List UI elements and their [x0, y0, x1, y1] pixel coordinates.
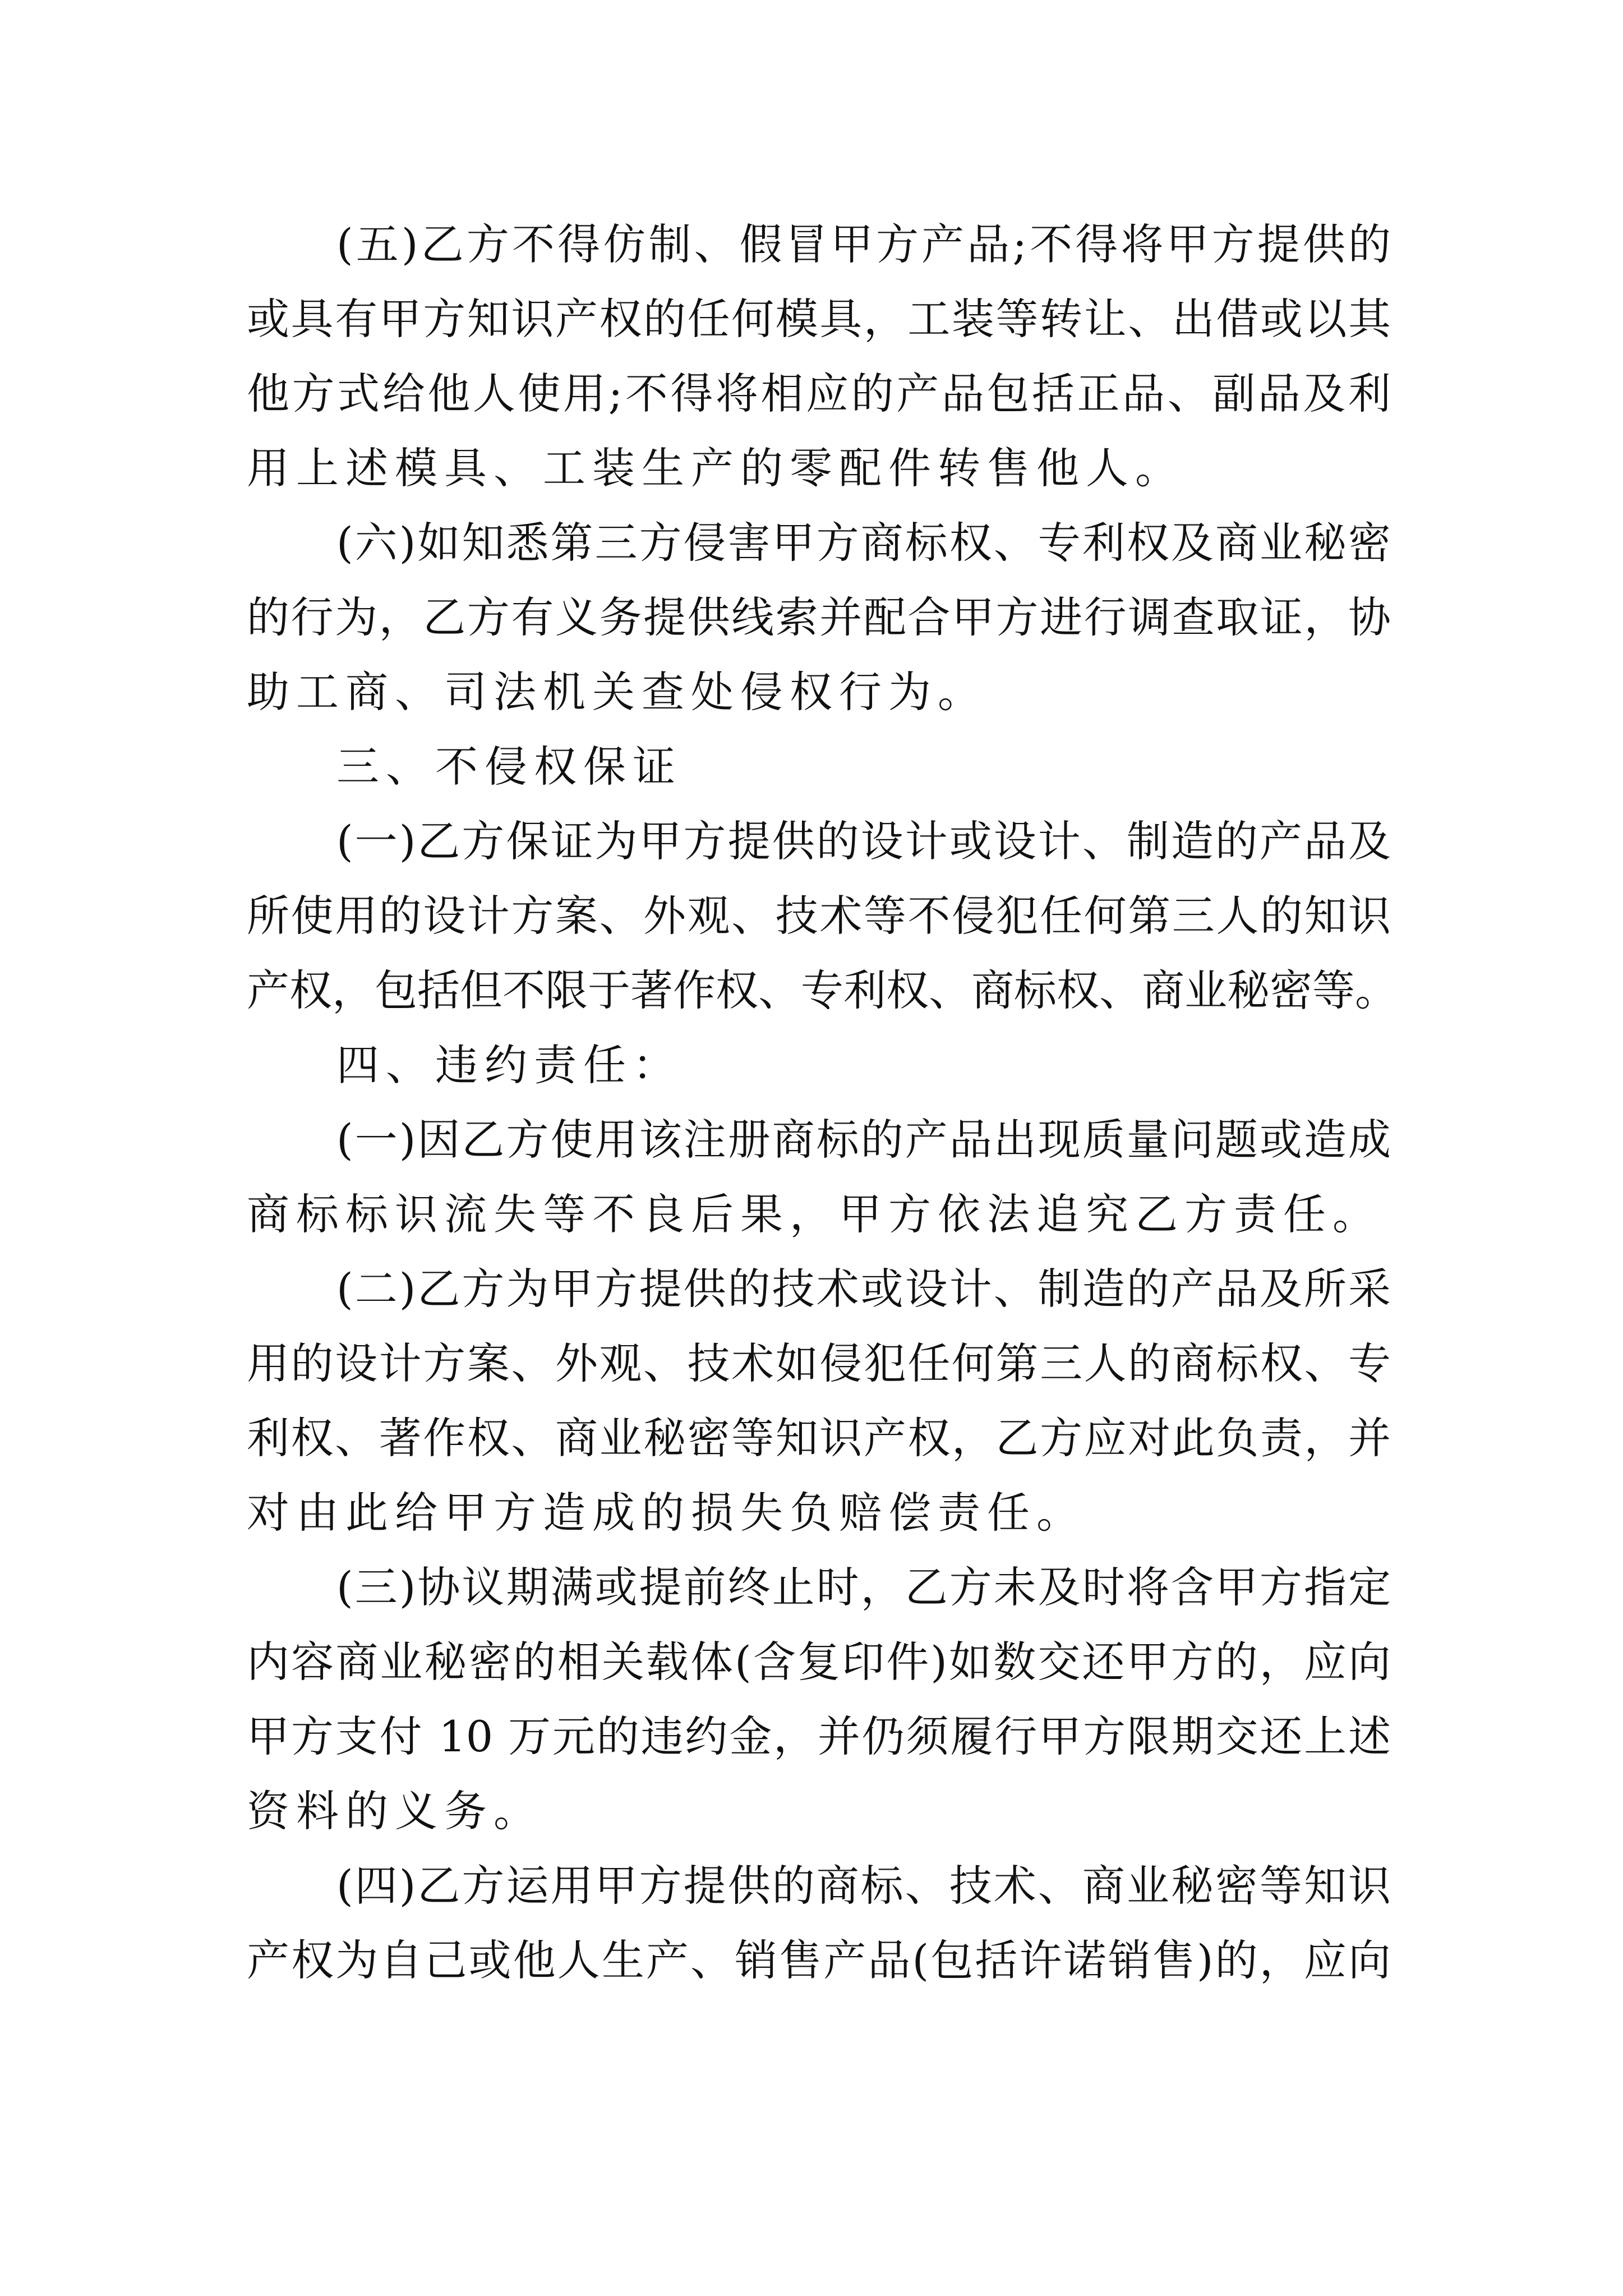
text-line: 他方式给他人使用;不得将相应的产品包括正品、副品及利	[247, 369, 1391, 418]
text-line: (六)如知悉第三方侵害甲方商标权、专利权及商业秘密	[336, 518, 1391, 568]
text-line: 所使用的设计方案、外观、技术等不侵犯任何第三人的知识	[247, 891, 1391, 941]
section-heading: 三、不侵权保证	[336, 742, 682, 792]
text-line: 对由此给甲方造成的损失负赔偿责任。	[247, 1488, 1086, 1538]
text-line: (一)乙方保证为甲方提供的设计或设计、制造的产品及	[336, 816, 1391, 866]
text-line: 内容商业秘密的相关载体(含复印件)如数交还甲方的，应向	[247, 1637, 1391, 1687]
text-line: 用上述模具、工装生产的零配件转售他人。	[247, 443, 1184, 493]
text-line: (四)乙方运用甲方提供的商标、技术、商业秘密等知识	[336, 1861, 1391, 1911]
text-line: (一)因乙方使用该注册商标的产品出现质量问题或造成	[336, 1115, 1391, 1165]
text-line: 商标标识流失等不良后果，甲方依法追究乙方责任。	[247, 1189, 1382, 1239]
text-line: (三)协议期满或提前终止时，乙方未及时将含甲方指定	[336, 1562, 1391, 1612]
text-line: 用的设计方案、外观、技术如侵犯任何第三人的商标权、专	[247, 1338, 1391, 1388]
section-heading: 四、违约责任：	[336, 1040, 682, 1090]
text-line: (五)乙方不得仿制、假冒甲方产品;不得将甲方提供的	[336, 219, 1391, 269]
text-line: 或具有甲方知识产权的任何模具，工装等转让、出借或以其	[247, 294, 1391, 344]
text-line: 产权，包括但不限于著作权、专利权、商标权、商业秘密等。	[247, 965, 1398, 1015]
text-line: 助工商、司法机关查处侵权行为。	[247, 667, 987, 717]
text-line: 甲方支付 10 万元的违约金，并仍须履行甲方限期交还上述	[247, 1711, 1391, 1761]
text-line: 的行为，乙方有义务提供线索并配合甲方进行调查取证，协	[247, 592, 1391, 642]
text-line: 利权、著作权、商业秘密等知识产权，乙方应对此负责，并	[247, 1413, 1391, 1463]
text-line: 资料的义务。	[247, 1786, 543, 1836]
text-line: (二)乙方为甲方提供的技术或设计、制造的产品及所采	[336, 1264, 1391, 1314]
text-line: 产权为自己或他人生产、销售产品(包括许诺销售)的，应向	[247, 1935, 1391, 1985]
